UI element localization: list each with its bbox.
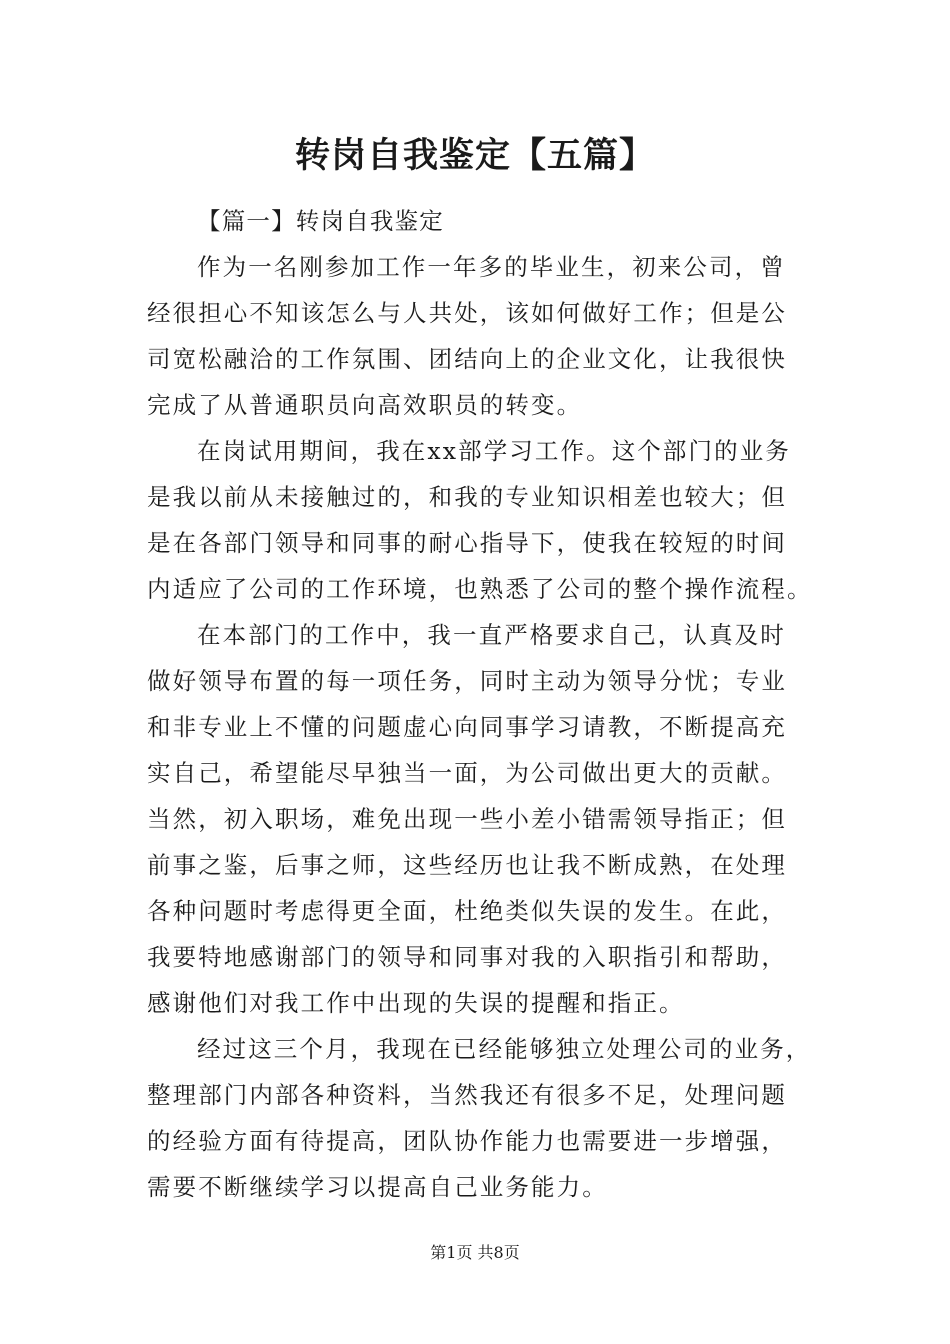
section-heading: 【篇一】转岗自我鉴定	[197, 207, 444, 235]
paragraph-line: 做好领导布置的每一项任务，同时主动为领导分忧；专业	[147, 667, 787, 695]
paragraph-line: 感谢他们对我工作中出现的失误的提醒和指正。	[147, 989, 685, 1017]
paragraph-line: 当然，初入职场，难免出现一些小差小错需领导指正；但	[147, 805, 787, 833]
paragraph-line: 是在各部门领导和同事的耐心指导下，使我在较短的时间	[147, 529, 787, 557]
paragraph-line: 是我以前从未接触过的，和我的专业知识相差也较大；但	[147, 483, 787, 511]
paragraph-line: 在本部门的工作中，我一直严格要求自己，认真及时	[197, 621, 786, 649]
paragraph-line: 内适应了公司的工作环境，也熟悉了公司的整个操作流程。	[147, 575, 813, 603]
paragraph-line: 我要特地感谢部门的领导和同事对我的入职指引和帮助，	[147, 943, 787, 971]
document-title: 转岗自我鉴定【五篇】	[294, 135, 655, 176]
page-footer: 第1页 共8页	[430, 1243, 520, 1262]
paragraph-line: 实自己，希望能尽早独当一面，为公司做出更大的贡献。	[147, 759, 787, 787]
paragraph-line: 经过这三个月，我现在已经能够独立处理公司的业务，	[197, 1035, 812, 1063]
paragraph-line: 各种问题时考虑得更全面，杜绝类似失误的发生。在此，	[147, 897, 787, 925]
paragraph-line: 的经验方面有待提高，团队协作能力也需要进一步增强，	[147, 1127, 787, 1155]
paragraph-line: 在岗试用期间，我在xx部学习工作。这个部门的业务	[197, 437, 791, 465]
paragraph-line: 前事之鉴，后事之师，这些经历也让我不断成熟，在处理	[147, 851, 787, 879]
paragraph-line: 经很担心不知该怎么与人共处，该如何做好工作；但是公	[147, 299, 787, 327]
paragraph-line: 整理部门内部各种资料，当然我还有很多不足，处理问题	[147, 1081, 787, 1109]
paragraph-line: 完成了从普通职员向高效职员的转变。	[147, 391, 583, 419]
paragraph-line: 需要不断继续学习以提高自己业务能力。	[147, 1173, 608, 1201]
paragraph-line: 司宽松融洽的工作氛围、团结向上的企业文化，让我很快	[147, 345, 787, 373]
paragraph-line: 作为一名刚参加工作一年多的毕业生，初来公司，曾	[197, 253, 786, 281]
paragraph-line: 和非专业上不懂的问题虚心向同事学习请教，不断提高充	[147, 713, 787, 741]
